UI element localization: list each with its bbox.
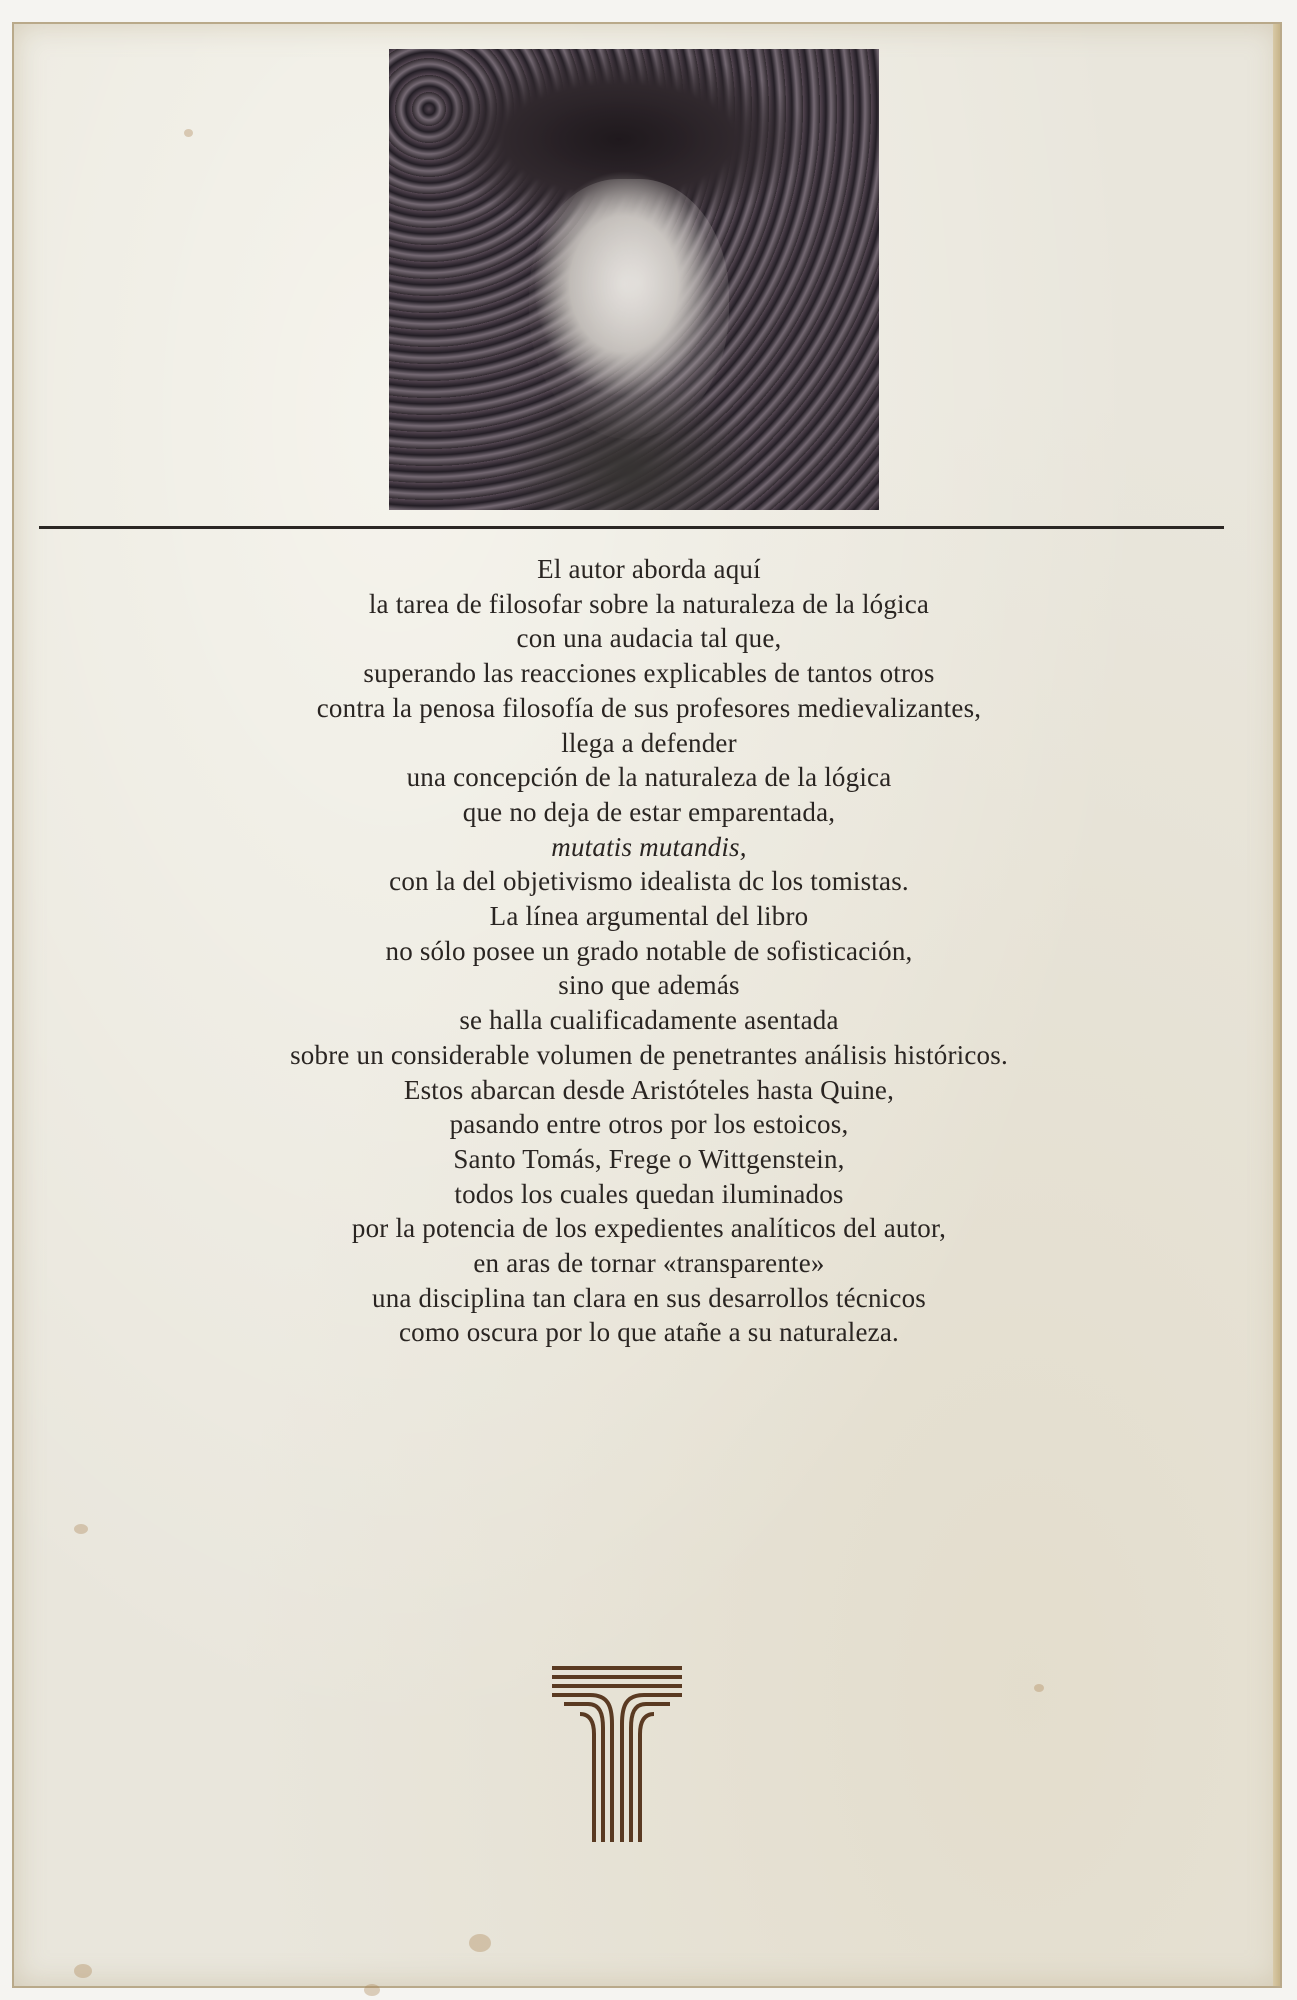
blurb-line: todos los cuales quedan iluminados: [454, 1178, 844, 1209]
blurb-line: la tarea de filosofar sobre la naturaleza de la lógica: [368, 588, 930, 619]
blurb-line: una concepción de la naturaleza de la lógica: [406, 762, 892, 793]
foxing-spot: [74, 1524, 88, 1534]
foxing-spot: [469, 1934, 491, 1952]
blurb-line: pasando entre otros por los estoicos,: [449, 1109, 849, 1140]
blurb-line: no sólo posee un grado notable de sofisticación,: [385, 935, 913, 966]
blurb-line: se halla cualificadamente asentada: [459, 1005, 839, 1036]
book-back-cover: [12, 22, 1282, 1988]
blurb-line: en aras de tornar «transparente»: [473, 1248, 825, 1279]
author-photo: [389, 49, 879, 510]
foxing-spot: [74, 1964, 92, 1978]
blurb-line: La línea argumental del libro: [489, 901, 809, 932]
horizontal-rule: [39, 526, 1224, 529]
blurb-line: como oscura por lo que atañe a su naturaleza.: [398, 1317, 900, 1348]
blurb-text: [14, 552, 1284, 1350]
blurb-line: una disciplina tan clara en sus desarrollos técnicos: [372, 1282, 926, 1313]
blurb-line: con la del objetivismo idealista dc los tomistas.: [389, 866, 909, 897]
foxing-spot: [1034, 1684, 1044, 1692]
blurb-line: superando las reacciones explicables de tantos otros: [363, 658, 935, 689]
blurb-line-italic: mutatis mutandis,: [551, 831, 747, 862]
blurb-line: por la potencia de los expedientes analíticos del autor,: [351, 1213, 947, 1244]
foxing-spot: [364, 1984, 380, 1996]
blurb-line: que no deja de estar emparentada,: [462, 796, 836, 827]
blurb-line: sobre un considerable volumen de penetrantes análisis históricos.: [290, 1039, 1008, 1070]
author-photo-face: [529, 179, 729, 439]
blurb-line: Santo Tomás, Frege o Wittgenstein,: [453, 1143, 845, 1174]
blurb-line: llega a defender: [561, 727, 737, 758]
foxing-spot: [184, 129, 193, 137]
blurb-line: contra la penosa filosofía de sus profesores medievalizantes,: [316, 692, 982, 723]
blurb-line: Estos abarcan desde Aristóteles hasta Quine,: [403, 1074, 895, 1105]
blurb-line: con una audacia tal que,: [516, 623, 782, 654]
publisher-logo-icon: [550, 1664, 684, 1846]
blurb-line: sino que además: [558, 970, 740, 1001]
blurb-line: El autor aborda aquí: [537, 554, 761, 584]
